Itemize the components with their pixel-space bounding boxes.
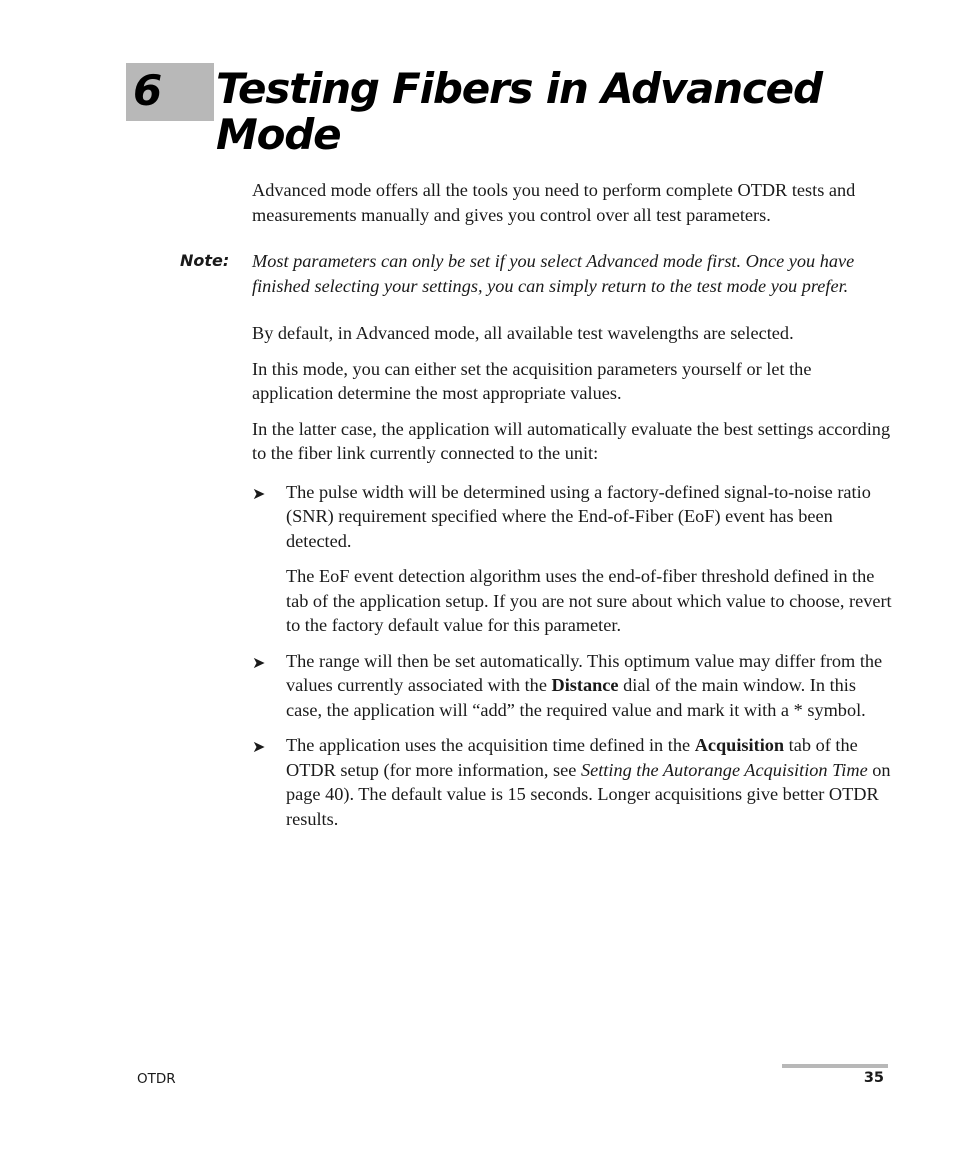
text-run: The range will then be set automatically. This optimum value may differ from the values currently associated with the bbox=[286, 650, 883, 695]
text-run: on page 40). The default value is 15 seconds. Longer acquisitions give better OTDR results. bbox=[286, 759, 891, 829]
list-item-range bbox=[252, 649, 892, 723]
list-item-acquisition-time bbox=[252, 733, 892, 831]
arrow-bullet-icon: ➤ bbox=[252, 737, 266, 756]
text-run: tab of the OTDR setup (for more information, see bbox=[286, 735, 858, 780]
page-number: 35 bbox=[863, 1070, 884, 1086]
list-item-text bbox=[286, 649, 892, 723]
note-block bbox=[180, 249, 892, 298]
note-text: Most parameters can only be set if you select Advanced mode first. Once you have finished selecting your settings, you can simply return to the test mode you prefer. bbox=[252, 251, 855, 296]
page-body bbox=[180, 178, 892, 842]
paragraph-automatic-evaluation: In the latter case, the application will automatically evaluate the best settings according to the fiber link currently connected to the unit: bbox=[252, 418, 891, 463]
footer-rule bbox=[782, 1064, 888, 1068]
footer-product-name: OTDR bbox=[137, 1071, 176, 1087]
list-item-subparagraph: The EoF event detection algorithm uses the end-of-fiber threshold defined in the tab of the application setup. If you are not sure about which value to choose, revert to the factory default value for this parameter. bbox=[286, 566, 892, 635]
distance-term: Distance bbox=[551, 675, 619, 695]
paragraph-default-wavelengths: By default, in Advanced mode, all available test wavelengths are selected. bbox=[252, 323, 794, 343]
text-run: dial of the main window. In this case, the application will “add” the required value and mark it with a * symbol. bbox=[286, 675, 866, 720]
acquisition-term: Acquisition bbox=[694, 735, 785, 755]
list-item-text bbox=[286, 733, 892, 831]
list-item-pulse-width bbox=[252, 480, 892, 638]
paragraph-acquisition-mode: In this mode, you can either set the acquisition parameters yourself or let the application determine the most appropriate values. bbox=[252, 358, 812, 403]
cross-reference: Setting the Autorange Acquisition Time bbox=[580, 759, 868, 780]
intro-paragraph: Advanced mode offers all the tools you need to perform complete OTDR tests and measurements manually and gives you control over all test parameters. bbox=[252, 180, 856, 225]
arrow-bullet-icon: ➤ bbox=[252, 652, 266, 672]
chapter-number: 6 bbox=[133, 66, 163, 115]
text-run: The application uses the acquisition time defined in the bbox=[286, 735, 695, 755]
chapter-title: Testing Fibers in Advanced Mode bbox=[216, 64, 822, 159]
note-label: Note: bbox=[180, 251, 230, 270]
settings-list bbox=[252, 480, 892, 832]
list-item-text: The pulse width will be determined using a factory-defined signal-to-noise ratio (SNR) requirement specified where the End-of-Fiber (EoF) event has been detected. bbox=[286, 481, 871, 551]
arrow-bullet-icon: ➤ bbox=[252, 483, 266, 503]
